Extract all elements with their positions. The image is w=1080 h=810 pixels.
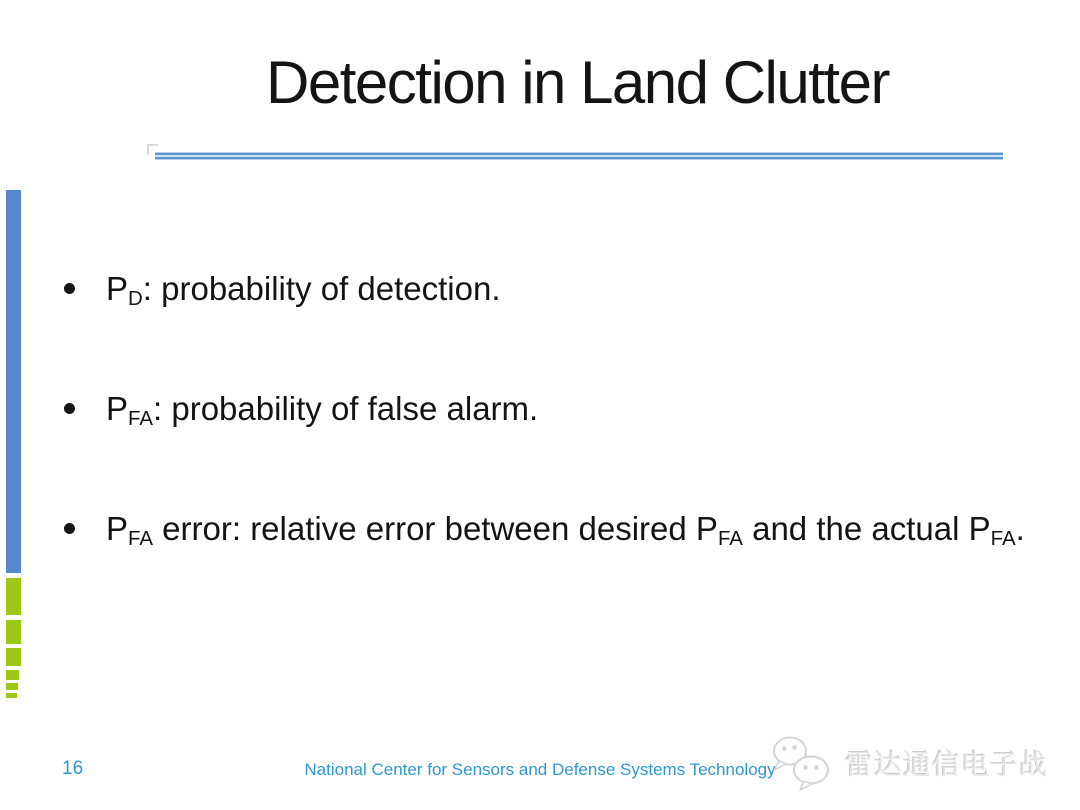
bullet-text: PD: probability of detection.	[106, 270, 501, 310]
footer-text: National Center for Sensors and Defense Systems Technology	[304, 760, 776, 779]
bullet-dot	[64, 283, 75, 294]
green-accent-segment	[6, 578, 21, 615]
bullet-item-pd	[62, 264, 1036, 319]
left-accent-bar	[6, 190, 21, 573]
green-accent-segment	[6, 683, 18, 690]
green-accent-segment	[6, 670, 19, 680]
green-accent-segment	[6, 648, 21, 666]
page-title: Detection in Land Clutter	[266, 49, 889, 116]
bullet-text: PFA error: relative error between desired PFA and the actual PFA.	[106, 510, 1025, 550]
watermark	[767, 734, 1048, 792]
bullet-item-pfa	[62, 384, 1036, 439]
wechat-icon	[767, 734, 835, 792]
bullet-dot	[64, 523, 75, 534]
title-underline-rule	[155, 152, 1003, 160]
bullet-dot	[64, 403, 75, 414]
green-accent-segment	[6, 693, 17, 698]
page-number: 16	[62, 758, 84, 779]
watermark-text: 雷达通信电子战	[844, 749, 1048, 780]
green-accent-segment	[6, 620, 21, 644]
bullet-text: PFA: probability of false alarm.	[106, 390, 539, 430]
bullet-item-pfa-error	[62, 504, 1036, 559]
